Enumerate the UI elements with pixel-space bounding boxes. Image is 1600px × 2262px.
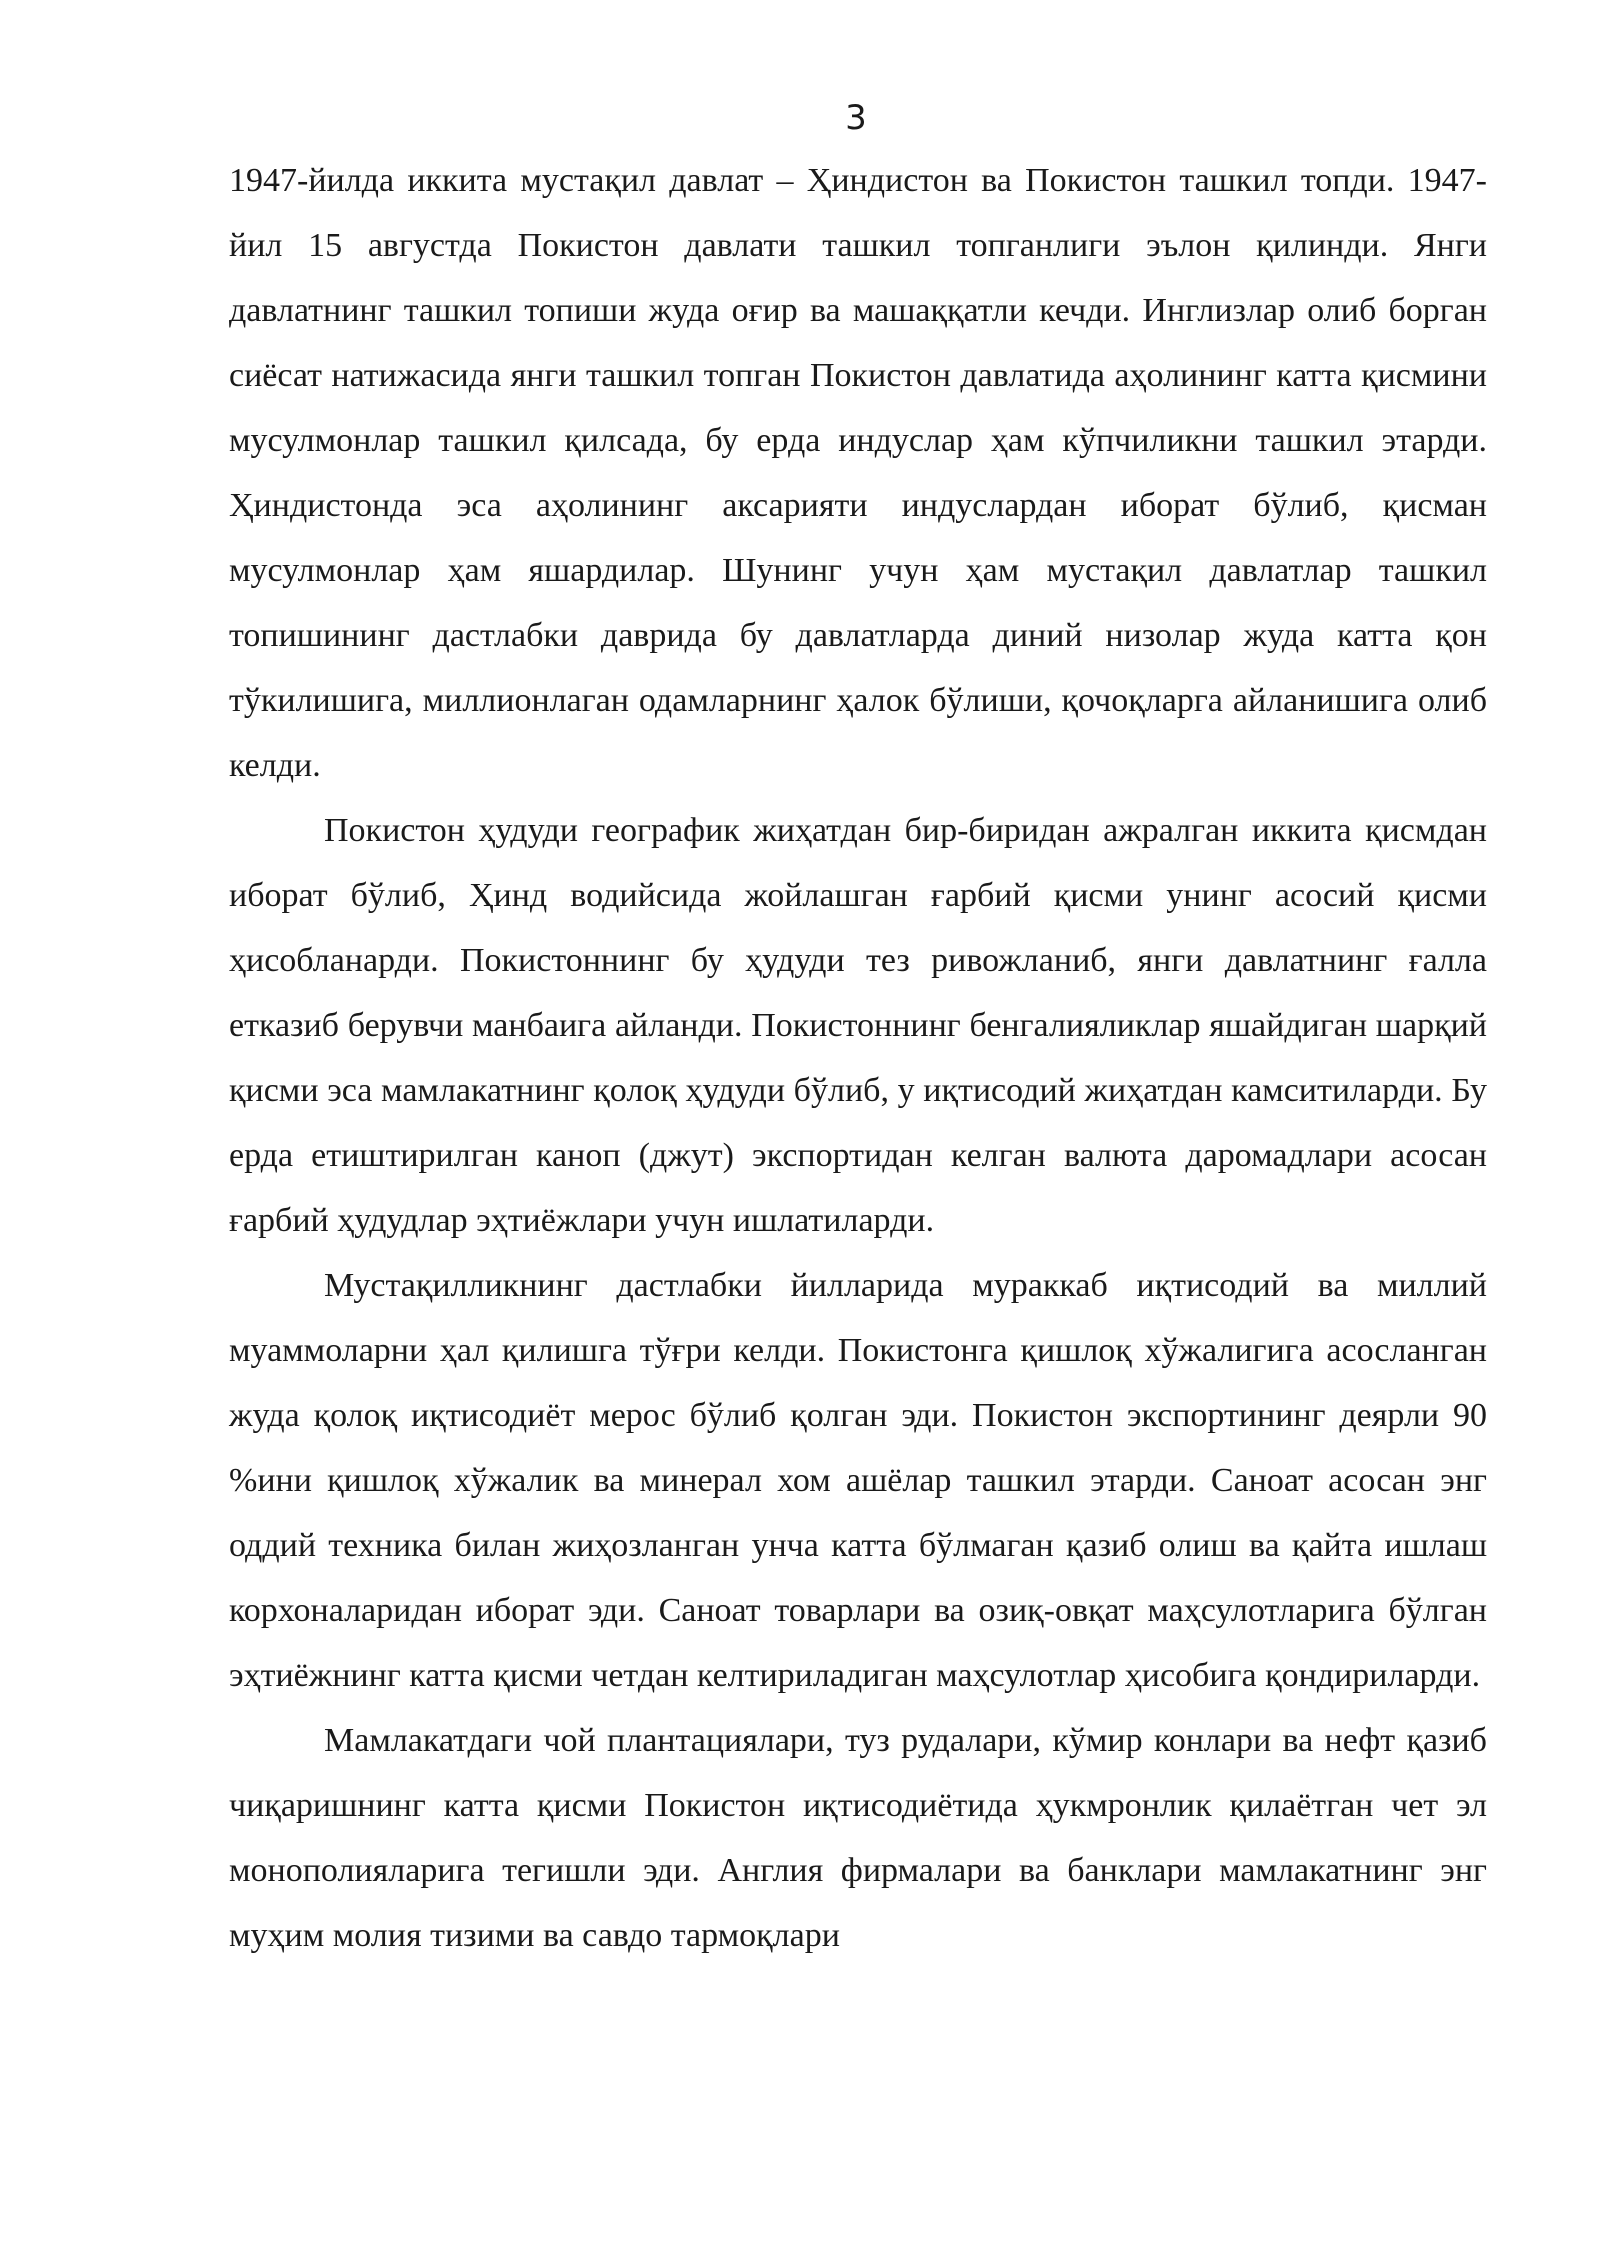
paragraph-2: Покистон ҳудуди географик жиҳатдан бир-биридан ажралган иккита қисмдан иборат бўлиб, Ҳинд водийсида жойлашган ғарбий қисми унинг асосий қисми ҳисобланарди. Покистоннинг бу ҳудуди тез ривожланиб, янги давлатнинг ғалла етказиб берувчи манбаига айланди. Покистоннинг бенгалияликлар яшайдиган шарқий қисми эса мамлакатнинг қолоқ ҳудуди бўлиб, у иқтисодий жиҳатдан камситиларди. Бу ерда етиштирилган каноп (джут) экспортидан келган валюта даромадлари асосан ғарбий ҳудудлар эҳтиёжлари учун ишлатиларди. (229, 812, 1487, 1239)
paragraph-1: 1947-йилда иккита мустақил давлат – Ҳиндистон ва Покистон ташкил топди. 1947-йил 15 августда Покистон давлати ташкил топганлиги эълон қилинди. Янги давлатнинг ташкил топиши жуда оғир ва машаққатли кечди. Инглизлар олиб борган сиёсат натижасида янги ташкил топган Покистон давлатида аҳолининг катта қисмини мусулмонлар ташкил қилсада, бу ерда индуслар ҳам кўпчиликни ташкил этарди. Ҳиндистонда эса аҳолининг аксарияти индуслардан иборат бўлиб, қисман мусулмонлар ҳам яшардилар. Шунинг учун ҳам мустақил давлатлар ташкил топишининг дастлабки даврида бу давлатларда диний низолар жуда катта қон тўкилишига, миллионлаган одамларнинг ҳалок бўлиши, қочоқларга айланишига олиб келди. (229, 162, 1487, 784)
paragraph-4: Мамлакатдаги чой плантациялари, туз рудалари, кўмир конлари ва нефт қазиб чиқаришнинг катта қисми Покистон иқтисодиётида ҳукмронлик қилаётган чет эл монополияларига тегишли эди. Англия фирмалари ва банклари мамлакатнинг энг муҳим молия тизими ва савдо тармоқлари (229, 1722, 1487, 1954)
page-number: 3 (845, 98, 867, 138)
document-body (229, 148, 1487, 1968)
paragraph-3: Мустақилликнинг дастлабки йилларида мураккаб иқтисодий ва миллий муаммоларни ҳал қилишга тўғри келди. Покистонга қишлоқ хўжалигига асосланган жуда қолоқ иқтисодиёт мерос бўлиб қолган эди. Покистон экспортининг деярли 90 %ини қишлоқ хўжалик ва минерал хом ашёлар ташкил этарди. Саноат асосан энг оддий техника билан жиҳозланган унча катта бўлмаган қазиб олиш ва қайта ишлаш корхоналаридан иборат эди. Саноат товарлари ва озиқ-овқат маҳсулотларига бўлган эҳтиёжнинг катта қисми четдан келтириладиган маҳсулотлар ҳисобига қондириларди. (229, 1267, 1487, 1694)
